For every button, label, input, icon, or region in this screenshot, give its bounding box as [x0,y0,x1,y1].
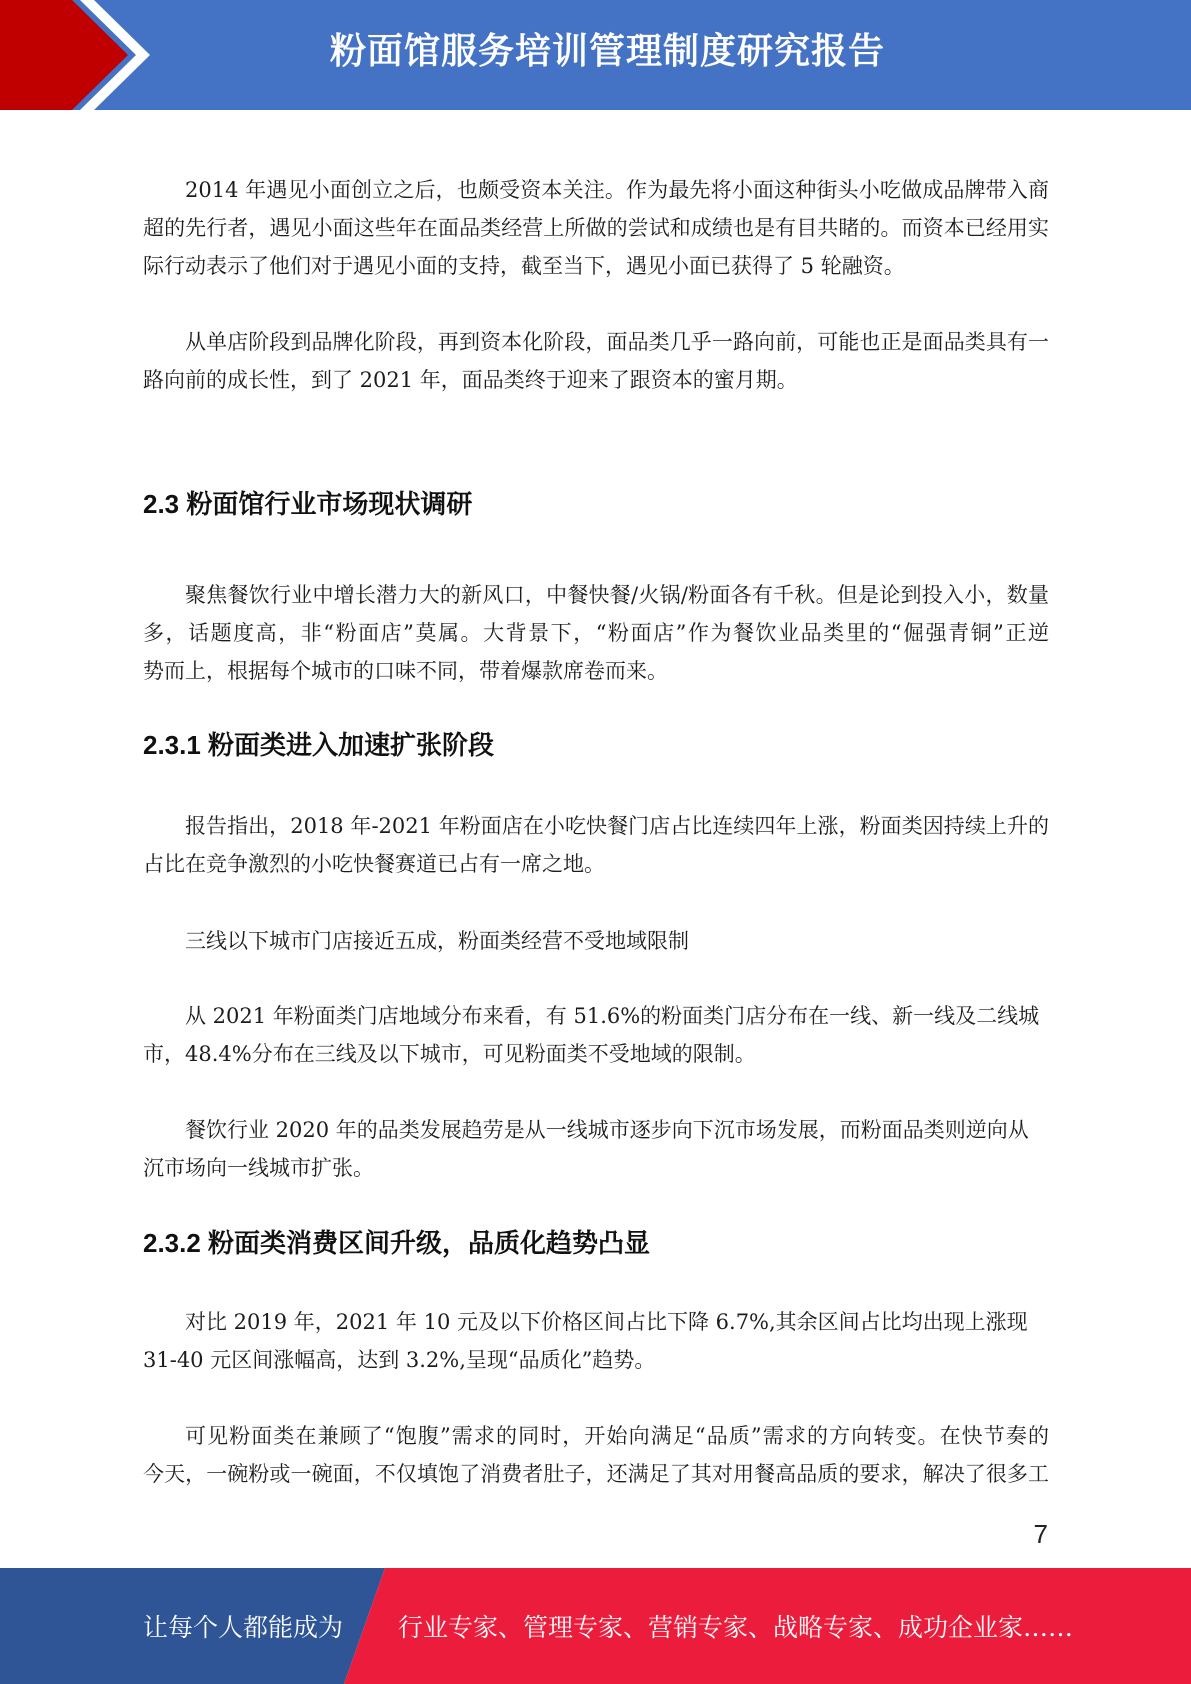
paragraph-line: 三线以下城市门店接近五成，粉面类经营不受地域限制 [185,929,689,953]
subsection-heading: 2.3.1 粉面类进入加速扩张阶段 [143,730,495,760]
paragraph [143,323,1049,399]
paragraph-line: 报告指出，2018 年-2021 年粉面店在小吃快餐门店占比连续四年上涨，粉面类因持续上升的 [185,814,1049,838]
paragraph-line: 从单店阶段到品牌化阶段，再到资本化阶段，面品类几乎一路向前，可能也正是面品类具有一 [185,330,1049,354]
paragraph [143,171,1049,285]
page-number: 7 [1033,1519,1048,1549]
paragraph-line: 对比 2019 年，2021 年 10 元及以下价格区间占比下降 6.7%,其余区间占比均出现上涨现 [185,1310,1028,1334]
paragraph [143,1417,1049,1493]
paragraph [143,1303,1049,1379]
paragraph-line: 2014 年遇见小面创立之后，也颇受资本关注。作为最先将小面这种街头小吃做成品牌带入商 [185,178,1049,202]
paragraph-line: 路向前的成长性，到了 2021 年，面品类终于迎来了跟资本的蜜月期。 [143,368,798,392]
paragraph-line: 势而上，根据每个城市的口味不同，带着爆款席卷而来。 [143,659,668,683]
paragraph-line: 可见粉面类在兼顾了“饱腹”需求的同时，开始向满足“品质”需求的方向转变。在快节奏的 [185,1424,1049,1448]
paragraph [143,576,1049,690]
paragraph-line: 今天，一碗粉或一碗面，不仅填饱了消费者肚子，还满足了其对用餐高品质的要求，解决了很多工 [143,1462,1049,1486]
paragraph-line: 从 2021 年粉面类门店地域分布来看，有 51.6%的粉面类门店分布在一线、新一线及二线城 [185,1004,1040,1028]
paragraph-line: 占比在竞争激烈的小吃快餐赛道已占有一席之地。 [143,852,605,876]
page-footer [0,1568,1191,1684]
paragraph-line: 餐饮行业 2020 年的品类发展趋劳是从一线城市逐步向下沉市场发展，而粉面品类则逆向从 [185,1118,1029,1142]
paragraph-line: 31-40 元区间涨幅高，达到 3.2%,呈现“品质化”趋势。 [143,1348,656,1372]
paragraph-line: 沉市场向一线城市扩张。 [143,1156,374,1180]
paragraph [143,1111,1049,1187]
paragraph [143,997,1049,1073]
paragraph [143,922,1049,960]
subsection-heading: 2.3.2 粉面类消费区间升级，品质化趋势凸显 [143,1228,651,1258]
footer-slogan-roles: 行业专家、管理专家、营销专家、战略专家、成功企业家…… [398,1613,1074,1642]
footer-slogan-lead: 让每个人都能成为 [143,1613,344,1642]
paragraph-line: 市，48.4%分布在三线及以下城市，可见粉面类不受地域的限制。 [143,1042,756,1066]
paragraph-line: 聚焦餐饮行业中增长潜力大的新风口，中餐快餐/火锅/粉面各有千秋。但是论到投入小，数量 [185,583,1049,607]
paragraph [143,807,1049,883]
document-title: 粉面馆服务培训管理制度研究报告 [329,31,885,72]
section-heading: 2.3 粉面馆行业市场现状调研 [143,489,473,519]
page-header [0,0,1191,110]
paragraph-line: 际行动表示了他们对于遇见小面的支持，截至当下，遇见小面已获得了 5 轮融资。 [143,254,905,278]
paragraph-line: 多，话题度高，非“粉面店”莫属。大背景下，“粉面店”作为餐饮业品类里的“倔强青铜”正逆 [143,621,1049,645]
paragraph-line: 超的先行者，遇见小面这些年在面品类经营上所做的尝试和成绩也是有目共睹的。而资本已经用实 [143,216,1049,240]
